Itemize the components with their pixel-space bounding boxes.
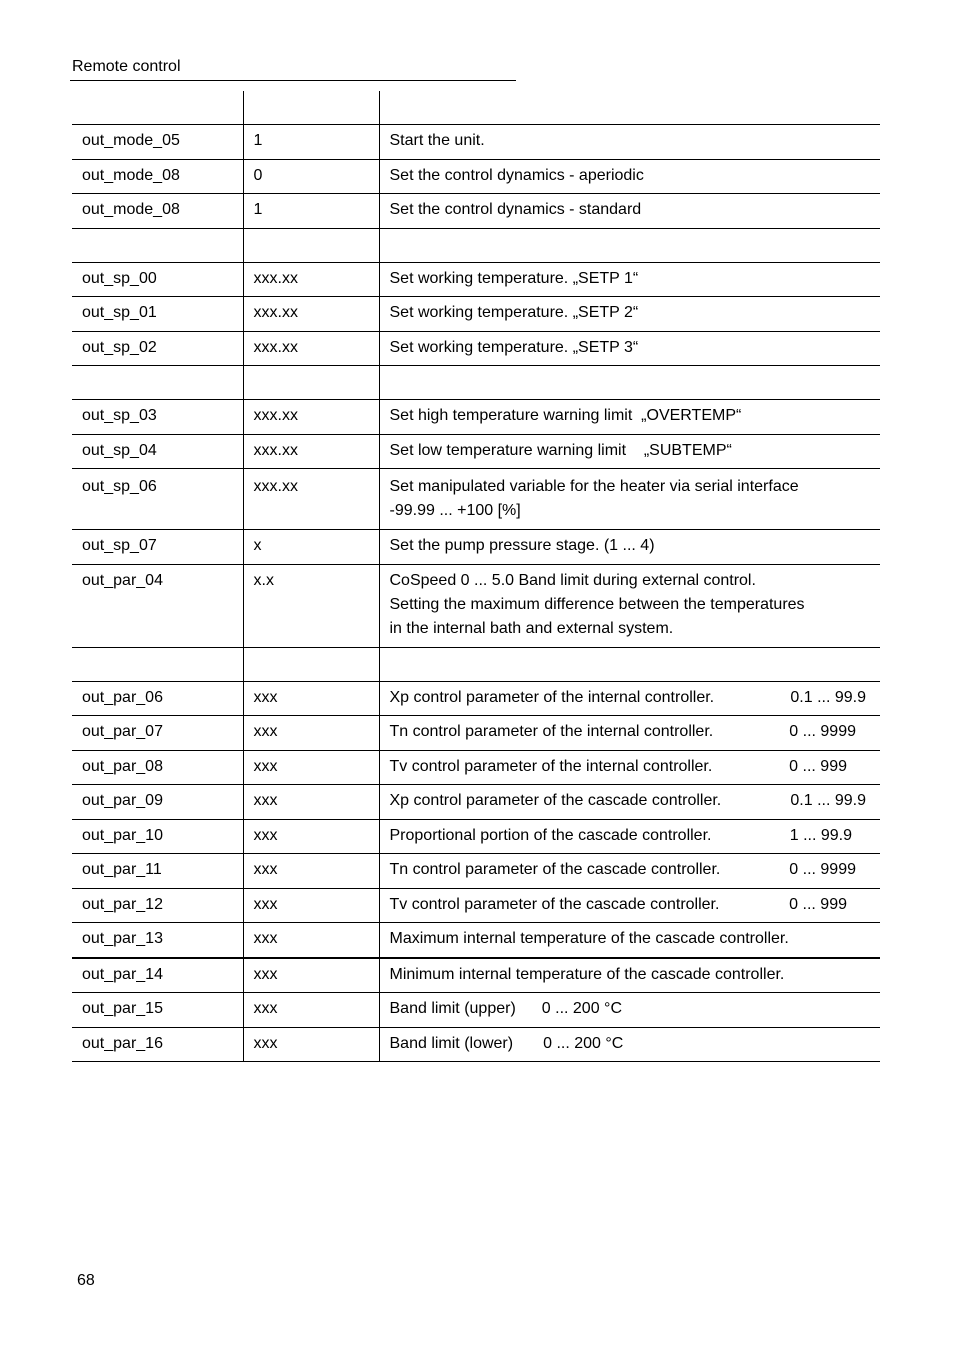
description-cell [379, 647, 880, 681]
parameter-cell: xxx [243, 854, 379, 889]
parameter-cell: xxx.xx [243, 469, 379, 530]
table-row [72, 194, 880, 229]
page-number: 68 [77, 1272, 95, 1289]
command-cell: out_par_10 [72, 819, 243, 854]
command-table [72, 91, 880, 1062]
table-row [72, 681, 880, 716]
table-row [72, 993, 880, 1028]
description-text: Band limit (lower) [389, 1034, 514, 1052]
description-text: Proportional portion of the cascade controller. [389, 826, 712, 844]
parameter-cell [243, 91, 379, 125]
table-row [72, 564, 880, 647]
description-text: Tn control parameter of the internal controller. [389, 723, 714, 740]
command-cell [72, 91, 243, 125]
command-cell: out_par_13 [72, 923, 243, 958]
command-cell [72, 647, 243, 681]
parameter-cell: 1 [243, 125, 379, 160]
command-cell: out_par_04 [72, 564, 243, 647]
description-cell: Set high temperature warning limit „OVERTEMP“ [379, 400, 880, 435]
command-cell: out_sp_04 [72, 434, 243, 469]
table-row [72, 125, 880, 160]
description-text: Tn control parameter of the cascade controller. [389, 861, 721, 878]
description-cell: Set the control dynamics - aperiodic [379, 159, 880, 194]
table-row [72, 716, 880, 751]
description-cell: Set the control dynamics - standard [379, 194, 880, 229]
description-cell [379, 564, 880, 647]
parameter-cell: x [243, 530, 379, 565]
description-line: CoSpeed 0 ... 5.0 Band limit during external control. [389, 571, 756, 589]
header-divider [70, 80, 516, 81]
description-text: Xp control parameter of the cascade controller. [389, 792, 722, 809]
table-row [72, 331, 880, 366]
description-cell [379, 854, 880, 889]
description-cell: Set working temperature. „SETP 3“ [379, 331, 880, 366]
description-cell: Maximum internal temperature of the cascade controller. [379, 923, 880, 958]
description-cell: Set working temperature. „SETP 2“ [379, 297, 880, 332]
command-cell: out_par_16 [72, 1027, 243, 1062]
command-cell: out_sp_00 [72, 262, 243, 297]
parameter-cell [243, 228, 379, 262]
description-cell [379, 888, 880, 923]
range-text: 0 ... 9999 [789, 861, 856, 878]
command-cell: out_mode_08 [72, 159, 243, 194]
table-row [72, 297, 880, 332]
table-row [72, 530, 880, 565]
parameter-cell: xxx [243, 888, 379, 923]
description-cell: Minimum internal temperature of the cascade controller. [379, 958, 880, 993]
parameter-cell: xxx [243, 750, 379, 785]
description-text: Tv control parameter of the cascade controller. [389, 895, 720, 913]
range-text: 0 ... 200 °C [543, 1034, 624, 1052]
parameter-cell: xxx [243, 993, 379, 1028]
description-cell: Set low temperature warning limit „SUBTEMP“ [379, 434, 880, 469]
description-line: Setting the maximum difference between the temperatures [389, 595, 805, 613]
parameter-cell: xxx [243, 681, 379, 716]
command-cell: out_par_11 [72, 854, 243, 889]
description-cell: Set working temperature. „SETP 1“ [379, 262, 880, 297]
command-cell: out_mode_05 [72, 125, 243, 160]
range-text: 1 ... 99.9 [789, 826, 852, 844]
command-cell: out_par_15 [72, 993, 243, 1028]
description-line: in the internal bath and external system. [389, 619, 674, 637]
description-line: -99.99 ... +100 [%] [389, 502, 521, 519]
parameter-cell: xxx [243, 923, 379, 958]
parameter-cell: xxx.xx [243, 262, 379, 297]
description-cell: Start the unit. [379, 125, 880, 160]
range-text: 0 ... 999 [789, 895, 847, 913]
parameter-cell [243, 366, 379, 400]
table-row [72, 785, 880, 820]
range-text: 0 ... 9999 [789, 723, 856, 740]
table-row [72, 647, 880, 681]
description-cell [379, 716, 880, 751]
table-row [72, 1027, 880, 1062]
command-cell: out_par_07 [72, 716, 243, 751]
range-text: 0.1 ... 99.9 [790, 792, 866, 809]
table-row [72, 262, 880, 297]
parameter-cell [243, 647, 379, 681]
description-cell [379, 993, 880, 1028]
table-row [72, 159, 880, 194]
table-row [72, 958, 880, 993]
description-cell [379, 750, 880, 785]
range-text: 0 ... 999 [789, 757, 847, 775]
table-row [72, 366, 880, 400]
range-text: 0.1 ... 99.9 [790, 688, 866, 706]
command-cell: out_sp_06 [72, 469, 243, 530]
command-cell: out_par_06 [72, 681, 243, 716]
parameter-cell: xxx [243, 1027, 379, 1062]
parameter-cell: 0 [243, 159, 379, 194]
command-cell: out_par_14 [72, 958, 243, 993]
description-line: Set manipulated variable for the heater via serial interface [389, 478, 799, 495]
parameter-cell: xxx.xx [243, 331, 379, 366]
command-cell: out_sp_07 [72, 530, 243, 565]
range-text: 0 ... 200 °C [541, 1000, 622, 1017]
parameter-cell: x.x [243, 564, 379, 647]
table-row [72, 228, 880, 262]
parameter-cell: xxx [243, 958, 379, 993]
description-text: Tv control parameter of the internal controller. [389, 757, 713, 775]
description-cell [379, 819, 880, 854]
command-cell: out_par_09 [72, 785, 243, 820]
description-cell [379, 681, 880, 716]
description-cell [379, 228, 880, 262]
page-header-title: Remote control [72, 58, 181, 75]
table-row [72, 819, 880, 854]
parameter-cell: xxx.xx [243, 434, 379, 469]
command-cell: out_sp_01 [72, 297, 243, 332]
table-row [72, 434, 880, 469]
description-cell: Set the pump pressure stage. (1 ... 4) [379, 530, 880, 565]
parameter-cell: xxx.xx [243, 297, 379, 332]
command-cell: out_par_12 [72, 888, 243, 923]
parameter-cell: xxx [243, 716, 379, 751]
parameter-cell: 1 [243, 194, 379, 229]
table-row [72, 923, 880, 958]
parameter-cell: xxx [243, 819, 379, 854]
table-row [72, 854, 880, 889]
parameter-cell: xxx.xx [243, 400, 379, 435]
description-cell [379, 1027, 880, 1062]
command-cell [72, 366, 243, 400]
description-cell [379, 785, 880, 820]
parameter-cell: xxx [243, 785, 379, 820]
command-cell: out_sp_03 [72, 400, 243, 435]
command-cell: out_sp_02 [72, 331, 243, 366]
description-text: Xp control parameter of the internal controller. [389, 688, 715, 706]
table-row [72, 469, 880, 530]
description-cell [379, 366, 880, 400]
table-row [72, 91, 880, 125]
table-row [72, 750, 880, 785]
command-cell: out_mode_08 [72, 194, 243, 229]
table-row [72, 888, 880, 923]
description-text: Band limit (upper) [389, 1000, 516, 1017]
table-row [72, 400, 880, 435]
description-cell [379, 469, 880, 530]
description-cell [379, 91, 880, 125]
command-cell: out_par_08 [72, 750, 243, 785]
command-cell [72, 228, 243, 262]
